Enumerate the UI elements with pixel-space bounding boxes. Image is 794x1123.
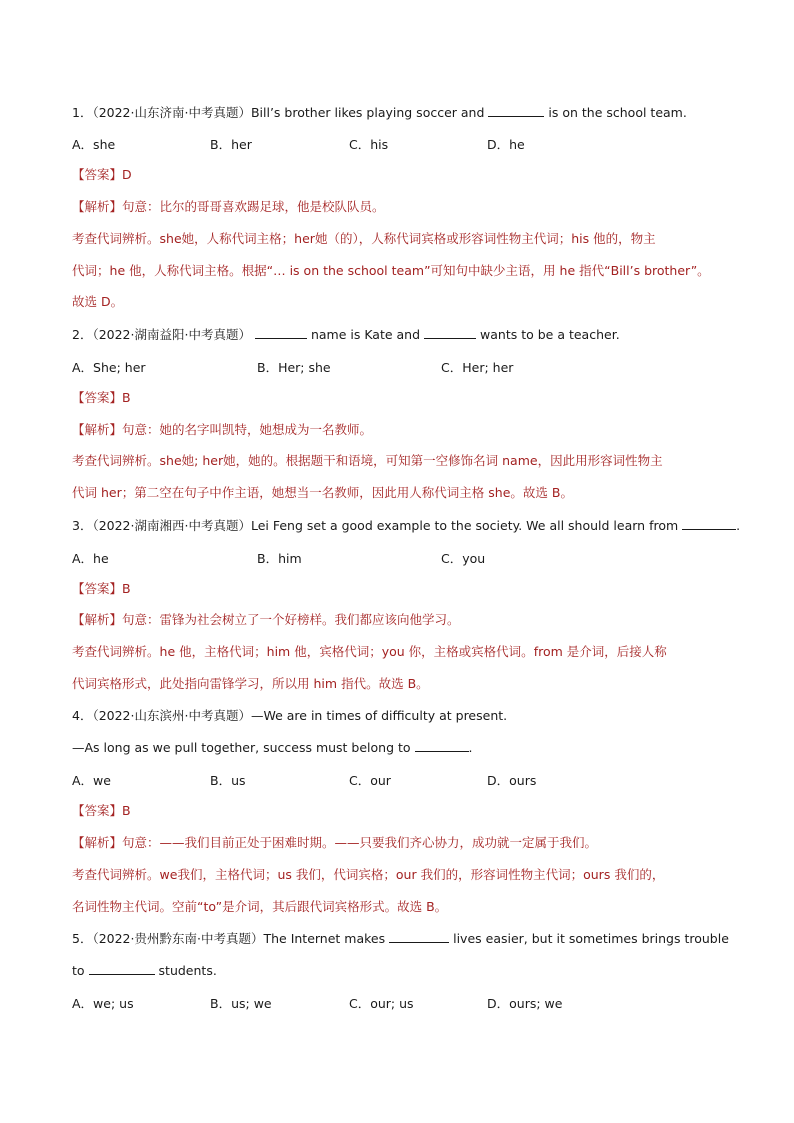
question-text: wants to be a teacher. (480, 327, 620, 342)
translation-text: 句意：比尔的哥哥喜欢踢足球，他是校队队员。 (122, 199, 385, 214)
option-b: B．us; we (210, 996, 272, 1011)
option-b: B．her (210, 137, 252, 152)
option-a: A．she (72, 137, 116, 152)
question-number: 4． (72, 708, 93, 723)
question-text: is on the school team. (548, 105, 687, 120)
explanation-line: 名词性物主代词。空前“to”是介词，其后跟代词宾格形式。故选 B。 (72, 899, 448, 914)
answer-blank (415, 739, 469, 752)
question-4-options (72, 771, 732, 787)
answer-value: D (122, 167, 132, 182)
option-b: B．us (210, 773, 246, 788)
answer-label: 【答案】 (72, 167, 123, 182)
question-1-options (72, 135, 732, 151)
explanation-line: 代词；he 他，人称代词主格。根据“… is on the school team”可知句中缺少主语，用 he 指代“Bill’s brother”。 (72, 263, 710, 278)
question-5-stem (72, 930, 732, 947)
question-source: （2022·湖南益阳·中考真题） (92, 327, 251, 342)
question-text: to (72, 963, 85, 978)
option-d: D．he (487, 137, 525, 152)
answer-blank (682, 517, 736, 530)
question-text: Bill’s brother likes playing soccer and (250, 105, 485, 120)
question-3-answer (72, 581, 732, 597)
question-1-stem (72, 104, 732, 121)
explanation-line: 考查代词辨析。he 他，主格代词；him 他，宾格代词；you 你，主格或宾格代词。from 是介词，后接人称 (72, 644, 667, 659)
explanation-line: 故选 D。 (72, 294, 124, 309)
explanation-line: 代词 her；第二空在句子中作主语，她想当一名教师，因此用人称代词主格 she。故选 B。 (72, 485, 573, 500)
option-c: C．his (349, 137, 389, 152)
answer-value: B (122, 390, 131, 405)
option-d: D．ours; we (487, 996, 563, 1011)
explanation-line: 考查代词辨析。she她，人称代词主格；her她（的），人称代词宾格或形容词性物主代词；his 他的，物主 (72, 231, 656, 246)
answer-blank (89, 962, 155, 975)
question-text: students. (158, 963, 217, 978)
question-text: . (736, 518, 741, 533)
option-b: B．him (257, 551, 302, 566)
question-source: （2022·湖南湘西·中考真题） (92, 518, 251, 533)
question-text: Lei Feng set a good example to the society. We all should learn from (250, 518, 679, 533)
question-number: 1． (72, 105, 93, 120)
analysis-label: 【解析】 (72, 199, 123, 214)
question-4-answer (72, 803, 732, 819)
question-text: name is Kate and (310, 327, 421, 342)
question-number: 3． (72, 518, 93, 533)
question-3-options (72, 549, 732, 565)
question-number: 5． (72, 931, 93, 946)
option-d: D．ours (487, 773, 537, 788)
option-c: C．our (349, 773, 391, 788)
explanation-line: 考查代词辨析。we我们，主格代词；us 我们，代词宾格；our 我们的，形容词性物主代词；ours 我们的， (72, 867, 665, 882)
question-4-analysis (72, 835, 732, 851)
question-text: lives easier, but it sometimes brings trouble (453, 931, 729, 946)
question-2-analysis (72, 422, 732, 438)
answer-blank (389, 930, 449, 943)
question-text: The Internet makes (263, 931, 386, 946)
question-1-analysis (72, 199, 732, 215)
question-2-options (72, 358, 732, 374)
answer-label: 【答案】 (72, 581, 123, 596)
question-source: （2022·山东济南·中考真题） (92, 105, 251, 120)
question-4-stem-line2 (72, 739, 732, 756)
question-4-stem (72, 708, 732, 724)
question-3-stem (72, 517, 741, 534)
question-2-stem (72, 326, 732, 343)
option-a: A．She; her (72, 360, 146, 375)
option-a: A．we (72, 773, 111, 788)
question-text: —As long as we pull together, success must belong to (72, 740, 411, 755)
option-c: C．you (441, 551, 486, 566)
question-text: . (468, 740, 473, 755)
analysis-label: 【解析】 (72, 612, 123, 627)
answer-value: B (122, 803, 131, 818)
translation-text: 句意：雷锋为社会树立了一个好榜样。我们都应该向他学习。 (122, 612, 460, 627)
answer-value: B (122, 581, 131, 596)
question-3-analysis (72, 612, 732, 628)
option-b: B．Her; she (257, 360, 331, 375)
answer-blank (424, 326, 476, 339)
explanation-line: 代词宾格形式，此处指向雷锋学习，所以用 him 指代。故选 B。 (72, 676, 429, 691)
question-2-answer (72, 390, 732, 406)
translation-text: 句意：——我们目前正处于困难时期。——只要我们齐心协力，成功就一定属于我们。 (122, 835, 598, 850)
question-5-stem-line2 (72, 962, 732, 979)
question-source: （2022·贵州黔东南·中考真题） (92, 931, 264, 946)
question-text: —We are in times of difficulty at present. (250, 708, 508, 723)
question-source: （2022·山东滨州·中考真题） (92, 708, 251, 723)
question-1-answer (72, 167, 732, 183)
translation-text: 句意：她的名字叫凯特，她想成为一名教师。 (122, 422, 373, 437)
option-a: A．we; us (72, 996, 134, 1011)
option-c: C．Her; her (441, 360, 514, 375)
answer-blank (488, 104, 544, 117)
explanation-line: 考查代词辨析。she她; her她，她的。根据题干和语境，可知第一空修饰名词 name，因此用形容词性物主 (72, 453, 663, 468)
question-number: 2． (72, 327, 93, 342)
answer-blank (255, 326, 307, 339)
option-a: A．he (72, 551, 109, 566)
answer-label: 【答案】 (72, 390, 123, 405)
question-5-options (72, 994, 732, 1010)
analysis-label: 【解析】 (72, 422, 123, 437)
answer-label: 【答案】 (72, 803, 123, 818)
analysis-label: 【解析】 (72, 835, 123, 850)
option-c: C．our; us (349, 996, 414, 1011)
